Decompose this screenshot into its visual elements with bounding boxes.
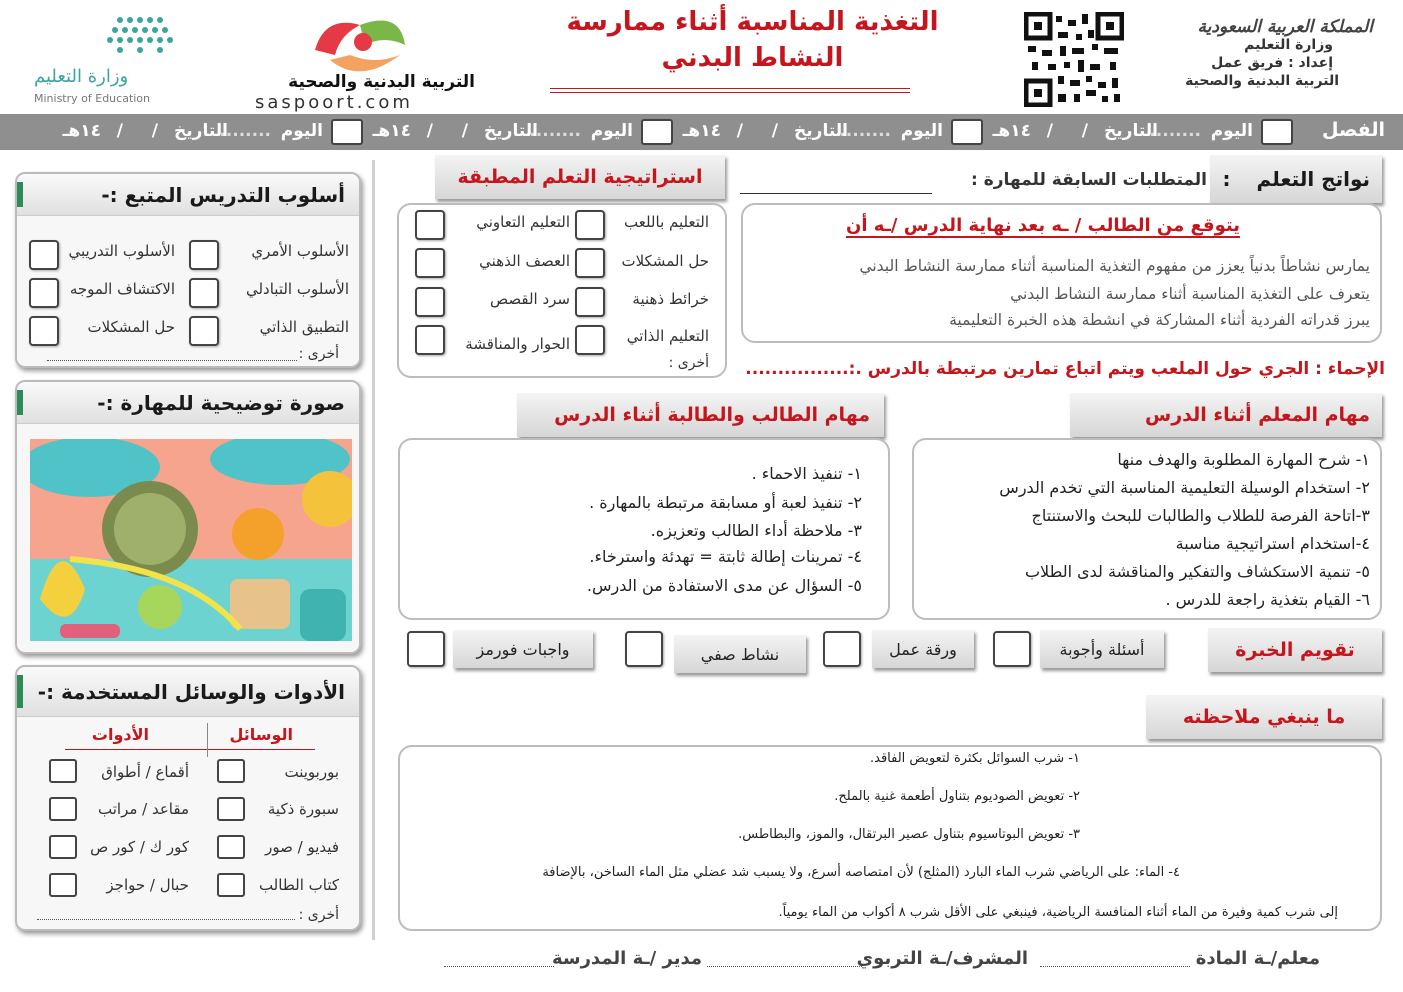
footer-signatures [440, 946, 1320, 976]
evaluation-option [872, 630, 974, 668]
tools-label: مقاعد / مراتب [98, 800, 189, 818]
hijri-label: ١٤هـ [992, 121, 1031, 141]
strategies-tab-label: استراتيجية التعلم المطبقة [457, 166, 703, 188]
style-label: الأسلوب التدريبي [68, 242, 175, 260]
student-tasks-box [398, 438, 890, 620]
tools-panel [15, 665, 361, 931]
student-task-item: ٤- تمرينات إطالة ثابتة = تهدئة واسترخاء. [589, 547, 862, 566]
tools-title-text: الأدوات والوسائل المستخدمة :- [37, 679, 345, 704]
outcomes-box [741, 203, 1382, 343]
teacher-task-item: ٤-استخدام استراتيجية مناسبة [1175, 534, 1370, 553]
bottle-icon [300, 589, 346, 641]
warmup-text: الإحماء : الجري حول الملعب ويتم اتباع تمارين مرتبطة بالدرس .: [848, 359, 1385, 379]
tools-checkbox[interactable] [49, 835, 77, 859]
teaching-style-title-text: أسلوب التدريس المتبع :- [101, 182, 345, 207]
student-task-item: ٥- السؤال عن مدى الاستفادة من الدرس. [586, 576, 862, 595]
strategy-checkbox[interactable] [575, 325, 605, 355]
day-box[interactable] [951, 119, 983, 145]
outcome-item: يبرز قدراته الفردية أثناء المشاركة في انشطة هذه الخبرة التعليمية [949, 311, 1370, 329]
evaluation-option [1040, 630, 1164, 668]
means-checkbox[interactable] [217, 797, 245, 821]
ministry-name: وزارة التعليم [1244, 37, 1333, 53]
day-dots: ........ [219, 121, 271, 141]
day-dots: ........ [529, 121, 581, 141]
teacher-task-item: ٣-اتاحة الفرصة للطلاب والطالبات للبحث والاستنتاج [1031, 506, 1370, 525]
evaluation-option-label: أسئلة وأجوبة [1059, 639, 1145, 659]
hijri-label: ١٤هـ [372, 121, 411, 141]
means-label: كتاب الطالب [258, 876, 339, 894]
image-panel [15, 380, 361, 654]
style-label: الأسلوب الأمري [251, 242, 349, 260]
strategies-box [397, 203, 727, 378]
prereq-line[interactable] [740, 193, 932, 194]
tools-checkbox[interactable] [49, 797, 77, 821]
evaluation-option-label: واجبات فورمز [476, 639, 570, 659]
style-other-label: أخرى : [298, 346, 339, 362]
dumbbell-icon [60, 624, 120, 638]
warmup-line [745, 359, 1385, 379]
strategy-checkbox[interactable] [415, 210, 445, 240]
image-panel-title [17, 382, 359, 424]
teacher-tasks-tab-label: مهام المعلم أثناء الدرس [1144, 404, 1370, 426]
evaluation-tab [1208, 628, 1382, 672]
warmup-dots: ................ [745, 359, 849, 379]
student-tasks-tab [517, 393, 884, 437]
hijri-label: ١٤هـ [62, 121, 101, 141]
qr-code-icon [1024, 12, 1124, 107]
date-slash-1: / [151, 121, 158, 141]
strategies-tab [435, 155, 725, 199]
note-item: ٢- تعويض الصوديوم بتناول أطعمة غنية بالملح. [834, 789, 1080, 804]
evaluation-option-label: ورقة عمل [889, 639, 957, 659]
strategy-checkbox[interactable] [575, 248, 605, 278]
evaluation-checkbox[interactable] [823, 631, 861, 667]
note-item: ١- شرب السوائل بكثرة لتعويض الفاقد. [869, 751, 1080, 766]
outcome-item: يتعرف على التغذية المناسبة أثناء ممارسة النشاط البدني [1010, 285, 1370, 303]
column-divider [372, 160, 375, 940]
teaching-style-title [17, 174, 359, 216]
footer-principal-line[interactable] [444, 966, 554, 967]
note-item: إلى شرب كمية وفيرة من الماء أثناء المنافسة الرياضية، فينبغي على الأقل شرب ٨ أكواب من الماء يومياً. [778, 905, 1338, 920]
site-name: التربية البدنية والصحية [288, 72, 475, 92]
teacher-task-item: ١- شرح المهارة المطلوبة والهدف منها [1117, 450, 1370, 469]
tools-label: حبال / حواجز [106, 876, 189, 894]
outcomes-expect: يتوقع من الطالب / ـه بعد نهاية الدرس /ـه أن [846, 215, 1240, 236]
date-slash-2: / [116, 121, 123, 141]
student-task-item: ٣- ملاحظة أداء الطالب وتعزيزه. [650, 521, 862, 540]
strategy-label: التعليم الذاتي [626, 327, 709, 345]
style-label: الاكتشاف الموجه [69, 280, 175, 298]
tools-other-label: أخرى : [298, 907, 339, 923]
page-title: التغذية المناسبة أثناء ممارسة النشاط البدني [566, 7, 939, 73]
strategy-checkbox[interactable] [415, 287, 445, 317]
notes-tab-label: ما ينبغي ملاحظته [1182, 706, 1346, 728]
means-label: بوربوينت [284, 763, 339, 781]
evaluation-option [453, 630, 593, 668]
tools-label: أقماع / أطواق [101, 763, 189, 781]
student-task-item: ٢- تنفيذ لعبة أو مسابقة مرتبطة بالمهارة . [589, 493, 862, 512]
notes-tab [1146, 695, 1382, 739]
date-slash-2: / [1046, 121, 1053, 141]
student-task-item: ١- تنفيذ الاحماء . [751, 464, 862, 483]
prepared-by: إعداد : فريق عمل [1211, 55, 1333, 71]
evaluation-option [674, 635, 806, 673]
day-label: اليوم [590, 121, 633, 141]
date-group-4 [8, 118, 363, 146]
date-slash-1: / [1081, 121, 1088, 141]
date-slash-1: / [771, 121, 778, 141]
day-label: اليوم [280, 121, 323, 141]
evaluation-checkbox[interactable] [407, 631, 445, 667]
day-dots: ........ [1149, 121, 1201, 141]
date-group-3 [368, 118, 673, 146]
evaluation-checkbox[interactable] [993, 631, 1031, 667]
moe-dots-icon [20, 12, 190, 67]
student-tasks-tab-label: مهام الطالب والطالبة أثناء الدرس [554, 404, 870, 426]
strategy-label: الحوار والمناقشة [465, 335, 570, 353]
header-org [1143, 18, 1373, 90]
style-checkbox[interactable] [29, 316, 59, 346]
outcome-item: يمارس نشاطاً بدنياً يعزز من مفهوم التغذية المناسبة أثناء ممارسة النشاط البدني [859, 257, 1370, 275]
strategy-label: خرائط ذهنية [632, 290, 709, 308]
footer-teacher: معلم/ـة المادة [1195, 948, 1320, 969]
footer-supervisor-line[interactable] [707, 966, 862, 967]
kingdom-name: المملكة العربية السعودية [1197, 17, 1373, 37]
date-slash-2: / [426, 121, 433, 141]
prereq-label: المتطلبات السابقة للمهارة : [971, 170, 1207, 190]
day-label: اليوم [1210, 121, 1253, 141]
date-group-1 [988, 118, 1293, 146]
tools-col-means: الوسائل [229, 725, 293, 744]
footer-teacher-line[interactable] [1040, 966, 1190, 967]
date-group-2 [678, 118, 983, 146]
date-bar [0, 114, 1403, 150]
style-checkbox[interactable] [189, 240, 219, 270]
day-dots: ........ [839, 121, 891, 141]
outcomes-tab [1210, 155, 1382, 203]
teaching-style-panel [15, 172, 361, 368]
outcomes-tab-colon: : [1222, 167, 1231, 191]
strategy-checkbox[interactable] [415, 248, 445, 278]
image-panel-title-text: صورة توضيحية للمهارة :- [97, 390, 345, 415]
date-label: التاريخ [174, 121, 228, 141]
site-logo [250, 10, 480, 113]
tools-checkbox[interactable] [49, 759, 77, 783]
evaluation-option-label: نشاط صفي [700, 644, 780, 664]
strategy-other-label: أخرى : [668, 355, 709, 371]
tools-title [17, 667, 359, 717]
teacher-tasks-tab [1070, 393, 1382, 437]
footer-supervisor: المشرف/ـة التربوي [856, 948, 1028, 969]
means-checkbox[interactable] [217, 835, 245, 859]
department-name: التربية البدنية والصحية [1185, 73, 1339, 89]
note-item: ٤- الماء: على الرياضي شرب الماء البارد (المثلج) لأن امتصاصه أسرع، ولا يسبب شد عضلي مثل الماء الساخن، بالإضافة [542, 865, 1180, 880]
strategy-checkbox[interactable] [415, 325, 445, 355]
tools-col-divider [207, 723, 208, 757]
nutrition-illustration [30, 439, 352, 641]
day-box[interactable] [1261, 119, 1293, 145]
strategy-label: التعليم باللعب [624, 213, 709, 231]
footer-principal: مدير /ـة المدرسة [551, 948, 702, 969]
teacher-tasks-box [912, 438, 1382, 620]
day-box[interactable] [641, 119, 673, 145]
strategy-checkbox[interactable] [575, 210, 605, 240]
style-checkbox[interactable] [29, 240, 59, 270]
evaluation-checkbox[interactable] [625, 631, 663, 667]
class-label: الفصل [1321, 119, 1385, 141]
style-label: الأسلوب التبادلي [245, 280, 349, 298]
outcomes-tab-label: نواتج التعلم [1256, 167, 1370, 191]
means-checkbox[interactable] [217, 873, 245, 897]
strategy-label: العصف الذهني [479, 252, 570, 270]
sandwich-icon [230, 579, 290, 629]
date-slash-2: / [736, 121, 743, 141]
tools-checkbox[interactable] [49, 873, 77, 897]
tools-header-line [65, 749, 315, 750]
site-url: saspoort.com [255, 92, 413, 113]
site-logo-icon [305, 10, 415, 80]
style-label: حل المشكلات [87, 318, 175, 336]
apple-icon [138, 585, 182, 629]
strategy-label: حل المشكلات [621, 252, 709, 270]
style-checkbox[interactable] [29, 278, 59, 308]
date-slash-1: / [461, 121, 468, 141]
tools-other-line[interactable] [37, 919, 295, 920]
note-item: ٣- تعويض البوتاسيوم بتناول عصير البرتقال، والموز، والبطاطس. [738, 827, 1080, 842]
evaluation-tab-label: تقويم الخبرة [1235, 639, 1355, 661]
means-label: فيديو / صور [265, 838, 339, 856]
strategy-label: سرد القصص [489, 290, 570, 308]
day-label: اليوم [900, 121, 943, 141]
date-label: التاريخ [794, 121, 848, 141]
tools-col-tools: الأدوات [91, 725, 149, 744]
notes-box [398, 745, 1382, 931]
teacher-task-item: ٢- استخدام الوسيلة التعليمية المناسبة التي تخدم الدرس [999, 478, 1370, 497]
style-label: التطبيق الذاتي [259, 318, 349, 336]
moe-name-ar: وزارة التعليم [34, 66, 129, 87]
title-underline [550, 88, 910, 93]
style-other-line[interactable] [47, 360, 297, 361]
date-label: التاريخ [1104, 121, 1158, 141]
strategy-checkbox[interactable] [575, 287, 605, 317]
moe-name-en: Ministry of Education [34, 92, 151, 105]
teacher-task-item: ٥- تنمية الاستكشاف والتفكير والمناقشة لدى الطلاب [1024, 562, 1370, 581]
hijri-label: ١٤هـ [682, 121, 721, 141]
teacher-task-item: ٦- القيام بتغذية راجعة للدرس . [1165, 590, 1370, 609]
tools-label: كور ك / كور ص [90, 838, 189, 856]
moe-logo [20, 12, 190, 107]
means-label: سبورة ذكية [267, 800, 339, 818]
day-box[interactable] [331, 119, 363, 145]
means-checkbox[interactable] [217, 759, 245, 783]
strategy-label: التعليم التعاوني [476, 213, 570, 231]
style-checkbox[interactable] [189, 278, 219, 308]
style-checkbox[interactable] [189, 316, 219, 346]
date-label: التاريخ [484, 121, 538, 141]
